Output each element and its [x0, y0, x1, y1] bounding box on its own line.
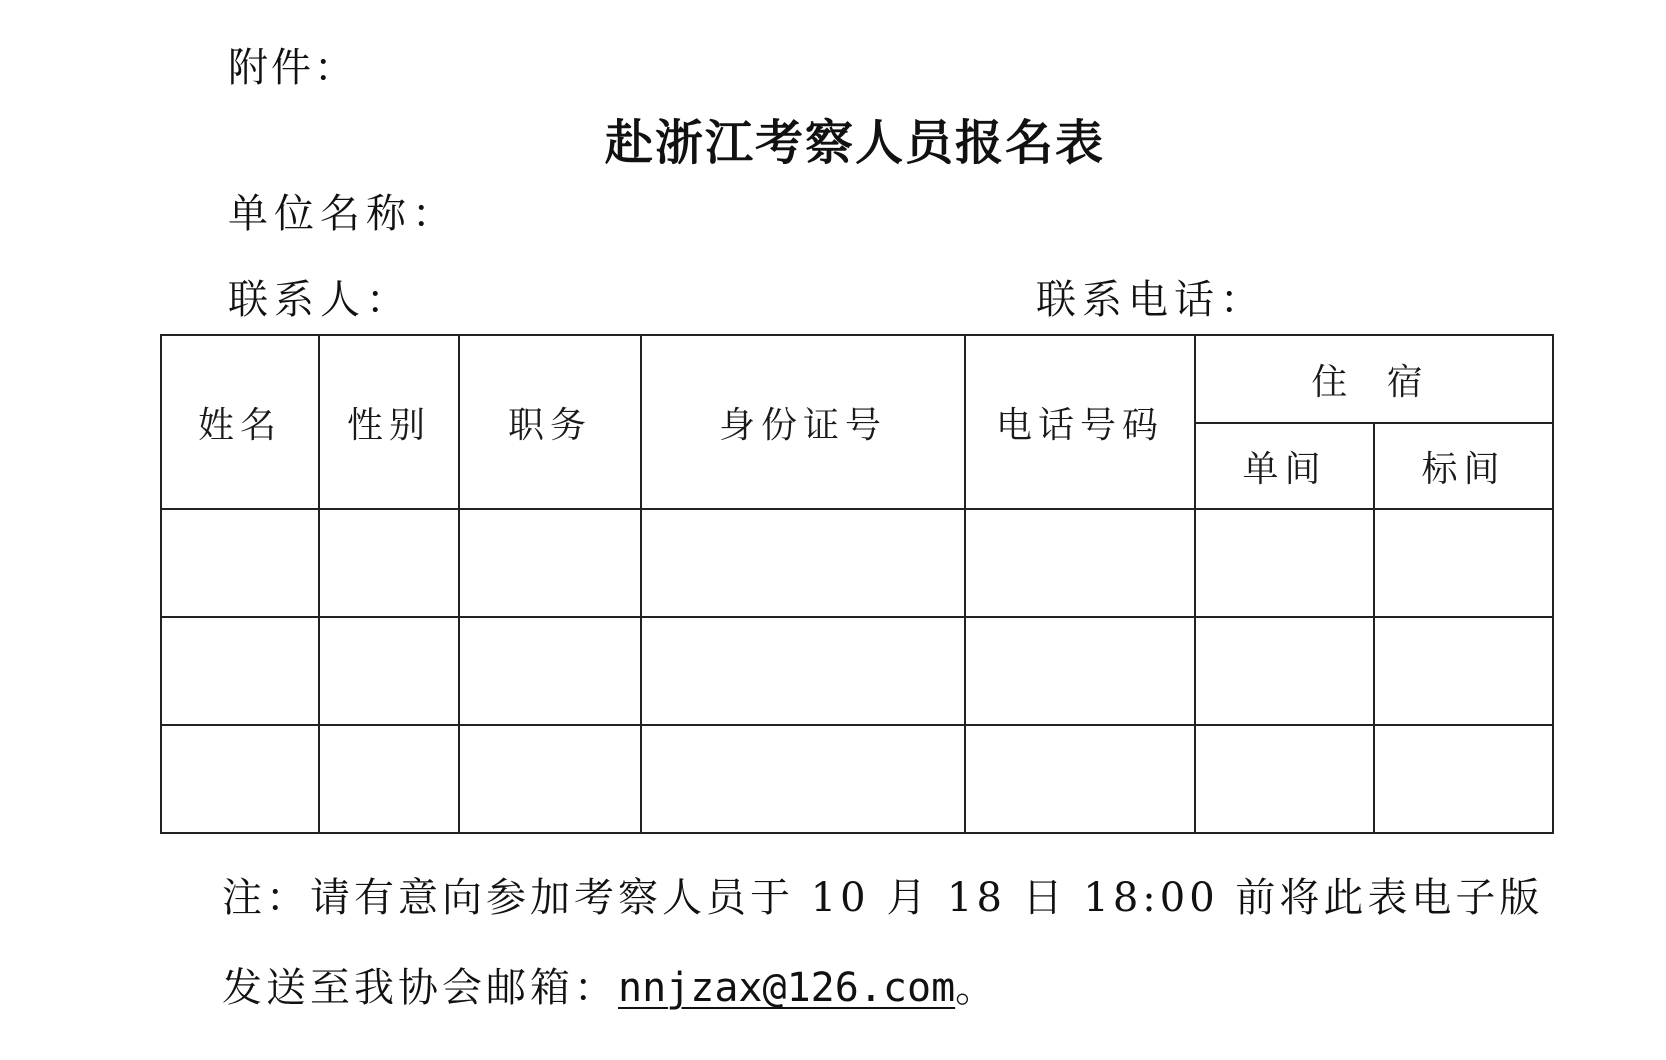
cell-name[interactable]: [161, 617, 319, 725]
note-line-2-suffix: 。: [955, 965, 1000, 1011]
cell-position[interactable]: [459, 509, 641, 617]
cell-phone-number[interactable]: [965, 617, 1195, 725]
cell-standard-room[interactable]: [1374, 509, 1553, 617]
cell-phone-number[interactable]: [965, 509, 1195, 617]
cell-single-room[interactable]: [1195, 725, 1374, 833]
cell-gender[interactable]: [319, 617, 459, 725]
form-title: 赴浙江考察人员报名表: [604, 115, 1105, 171]
cell-position[interactable]: [459, 725, 641, 833]
cell-single-room[interactable]: [1195, 509, 1374, 617]
note-line-2: [222, 956, 999, 1013]
cell-name[interactable]: [161, 509, 319, 617]
header-position: 职务: [459, 335, 641, 509]
cell-name[interactable]: [161, 725, 319, 833]
table-row: [161, 725, 1553, 833]
cell-id-number[interactable]: [641, 725, 965, 833]
note-line-2-prefix: 发送至我协会邮箱：: [222, 965, 618, 1011]
cell-standard-room[interactable]: [1374, 617, 1553, 725]
header-phone-number: 电话号码: [965, 335, 1195, 509]
cell-single-room[interactable]: [1195, 617, 1374, 725]
cell-phone-number[interactable]: [965, 725, 1195, 833]
header-row: [161, 335, 1553, 423]
unit-name-label: 单位名称：: [228, 191, 458, 237]
header-single-room: 单间: [1195, 423, 1374, 509]
header-id-number: 身份证号: [641, 335, 965, 509]
cell-standard-room[interactable]: [1374, 725, 1553, 833]
cell-id-number[interactable]: [641, 617, 965, 725]
cell-position[interactable]: [459, 617, 641, 725]
table-row: [161, 617, 1553, 725]
header-lodging: 住 宿: [1195, 335, 1553, 423]
header-name: 姓名: [161, 335, 319, 509]
contact-person-label: 联系人：: [228, 277, 412, 323]
email-link[interactable]: nnjzax@126.com: [618, 965, 956, 1011]
attachment-label: 附件：: [228, 45, 357, 91]
cell-gender[interactable]: [319, 509, 459, 617]
table-row: [161, 509, 1553, 617]
contact-phone-label: 联系电话：: [1036, 277, 1266, 323]
cell-gender[interactable]: [319, 725, 459, 833]
header-standard-room: 标间: [1374, 423, 1553, 509]
registration-table: [160, 334, 1554, 834]
cell-id-number[interactable]: [641, 509, 965, 617]
header-gender: 性别: [319, 335, 459, 509]
note-line-1: 注：请有意向参加考察人员于 10 月 18 日 18:00 前将此表电子版: [222, 875, 1544, 921]
